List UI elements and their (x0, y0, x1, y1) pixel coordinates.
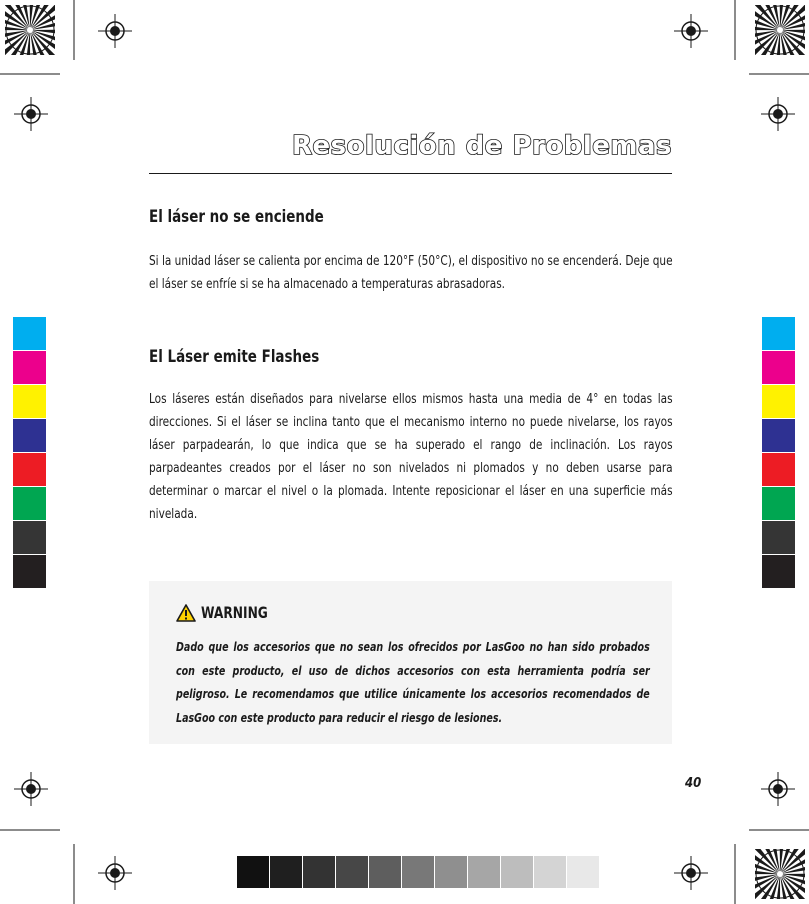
gray-swatch (270, 856, 302, 888)
gray-swatch (369, 856, 401, 888)
warning-box (149, 581, 672, 744)
color-swatch (13, 317, 46, 351)
gray-swatch (501, 856, 533, 888)
gray-swatch (402, 856, 434, 888)
color-swatch (13, 385, 46, 419)
registration-mark-icon (674, 856, 708, 890)
gray-scale-bar (237, 856, 600, 888)
page-number: 40 (685, 776, 702, 791)
section-body: Los láseres están diseñados para nivelarse ellos mismos hasta una media de 4° en todas las direcciones. Si el láser se inclina tanto que el mecanismo interno no puede nivelarse, los rayos láser parpadearán, lo que indica que se ha superado el rango de inclinación. Los rayos parpadeantes creados por el láser no son nivelados ni plomados y no deben usarse para determinar o marcar el nivel o la plomada. Intente reposicionar el láser en una superficie más nivelada. (149, 392, 673, 522)
title-divider (149, 173, 672, 174)
registration-mark-icon (674, 14, 708, 48)
color-swatch-column-right (762, 317, 795, 589)
color-swatch (13, 419, 46, 453)
page-title: Resolución de Problemas (292, 131, 672, 161)
color-swatch (762, 351, 795, 385)
section-heading: El Láser emite Flashes (149, 347, 320, 367)
color-swatch (762, 521, 795, 555)
color-swatch (762, 317, 795, 351)
color-swatch (762, 555, 795, 589)
gray-swatch (534, 856, 566, 888)
gray-swatch (567, 856, 599, 888)
warning-header (176, 603, 280, 622)
color-swatch (762, 385, 795, 419)
registration-mark-icon (761, 772, 795, 806)
registration-mark-icon (98, 856, 132, 890)
section-heading: El láser no se enciende (149, 207, 324, 227)
color-swatch (762, 487, 795, 521)
color-swatch-column-left (13, 317, 46, 589)
registration-mark-icon (14, 772, 48, 806)
registration-mark-icon (761, 97, 795, 131)
color-swatch (13, 487, 46, 521)
starburst-target-icon (5, 5, 55, 55)
starburst-target-icon (755, 5, 805, 55)
color-swatch (13, 521, 46, 555)
registration-mark-icon (14, 97, 48, 131)
gray-swatch (237, 856, 269, 888)
warning-title: WARNING (201, 603, 268, 622)
gray-swatch (468, 856, 500, 888)
starburst-target-icon (755, 849, 805, 899)
registration-mark-icon (98, 14, 132, 48)
color-swatch (762, 453, 795, 487)
gray-swatch (435, 856, 467, 888)
section-body: Si la unidad láser se calienta por encima de 120°F (50°C), el dispositivo no se encenderá. Deje que el láser se enfríe si se ha almacenado a temperaturas abrasadoras. (149, 254, 673, 292)
warning-text: Dado que los accesorios que no sean los ofrecidos por LasGoo no han sido probados con este producto, el uso de dichos accesorios con esta herramienta podría ser peligroso. Le recomendamos que utilice únicamente los accesorios recomendados de LasGoo con este producto para reducir el riesgo de lesiones. (176, 639, 650, 725)
gray-swatch (336, 856, 368, 888)
color-swatch (762, 419, 795, 453)
color-swatch (13, 555, 46, 589)
warning-triangle-icon (176, 604, 196, 622)
gray-swatch (303, 856, 335, 888)
color-swatch (13, 351, 46, 385)
color-swatch (13, 453, 46, 487)
